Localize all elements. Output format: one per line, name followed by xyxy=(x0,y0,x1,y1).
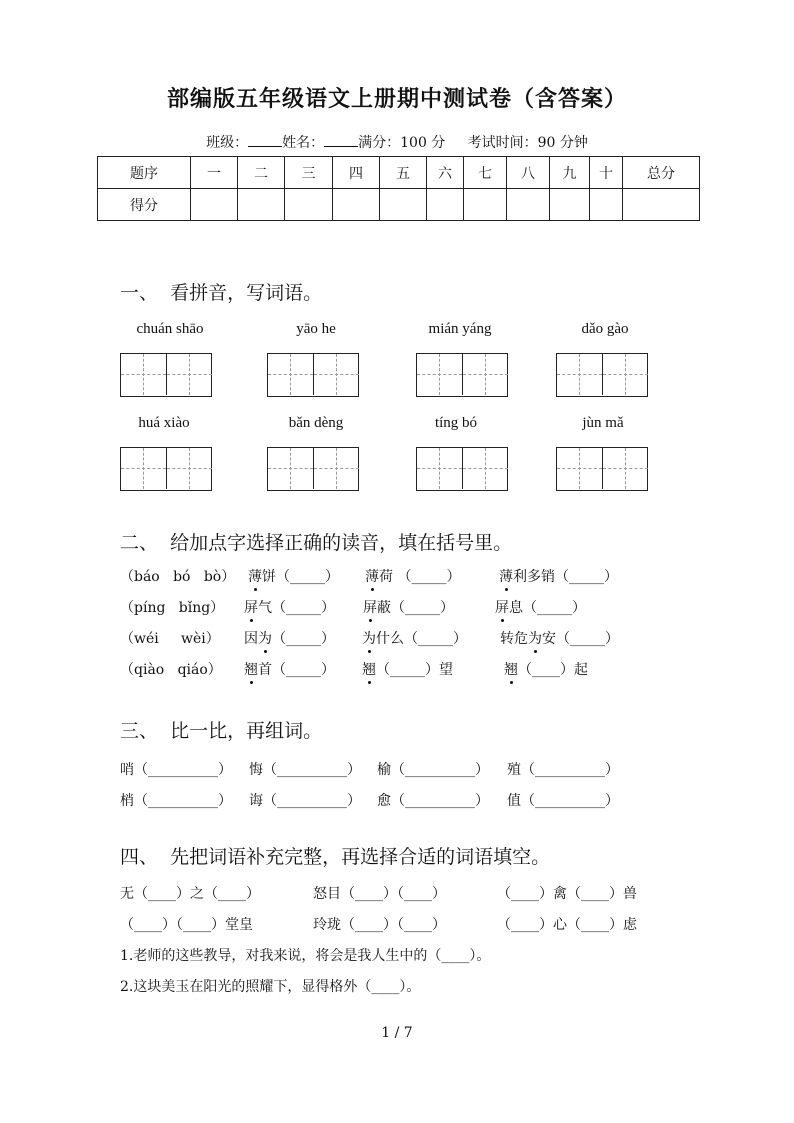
score-table xyxy=(97,156,700,221)
header-cell: 总分 xyxy=(623,157,700,189)
header-cell: 十 xyxy=(590,157,623,189)
reading-options: （qiào qiáo） xyxy=(120,662,222,678)
compare-item[interactable]: 哨（__________） xyxy=(120,762,232,778)
section-3-heading: 三、 比一比，再组词。 xyxy=(120,720,323,742)
pinyin-label: huá xiào xyxy=(138,415,190,431)
dotted-char: 为 xyxy=(258,628,272,648)
score-cell[interactable] xyxy=(623,189,700,221)
class-blank xyxy=(248,134,282,147)
score-table-header xyxy=(98,157,700,189)
name-label: 姓名： xyxy=(282,135,325,151)
score-cell[interactable] xyxy=(550,189,590,221)
idiom-item[interactable]: 玲珑（____）（____） xyxy=(313,917,446,933)
writing-box[interactable] xyxy=(267,447,359,491)
compare-item[interactable]: 愈（__________） xyxy=(377,793,489,809)
writing-box[interactable] xyxy=(120,447,212,491)
idiom-item[interactable]: 怒目（____）（____） xyxy=(313,886,446,902)
reading-item[interactable]: 因为（_____） xyxy=(244,628,335,648)
page-title: 部编版五年级语文上册期中测试卷（含答案） xyxy=(166,86,627,112)
exam-time: 考试时间：90 分钟 xyxy=(467,135,588,151)
section-1-heading: 一、 看拼音，写词语。 xyxy=(120,282,323,304)
dotted-char: 为 xyxy=(528,628,542,648)
dotted-char: 翘 xyxy=(244,659,258,679)
pinyin-label: mián yáng xyxy=(428,321,492,337)
reading-item[interactable]: 薄荷 （_____） xyxy=(365,566,460,586)
pinyin-label: tíng bó xyxy=(434,415,478,431)
pinyin-label: bǎn dèng xyxy=(288,415,344,431)
row-label: 得分 xyxy=(98,189,191,221)
pinyin-label: yāo he xyxy=(296,321,336,337)
exam-info xyxy=(0,132,794,152)
header-cell: 八 xyxy=(507,157,550,189)
header-cell: 题序 xyxy=(98,157,191,189)
reading-options: （píng bǐng） xyxy=(120,600,225,616)
score-cell[interactable] xyxy=(285,189,333,221)
header-cell: 七 xyxy=(464,157,507,189)
reading-item[interactable]: 屏蔽（_____） xyxy=(363,597,454,617)
reading-item[interactable]: 薄饼（_____） xyxy=(248,566,339,586)
header-cell: 二 xyxy=(238,157,285,189)
idiom-item[interactable]: （____）禽（____）兽 xyxy=(497,886,637,902)
compare-item[interactable]: 榆（__________） xyxy=(377,762,489,778)
idiom-item[interactable]: 无（____）之（____） xyxy=(120,886,260,902)
reading-item[interactable]: 翘首（_____） xyxy=(244,659,335,679)
name-blank xyxy=(324,134,358,147)
compare-item[interactable]: 值（__________） xyxy=(507,793,619,809)
full-score: 满分：100 分 xyxy=(358,135,446,151)
writing-box[interactable] xyxy=(120,353,212,397)
dotted-char: 屏 xyxy=(495,597,509,617)
pinyin-label: chuán shāo xyxy=(136,321,204,337)
reading-options: （báo bó bò） xyxy=(120,569,236,585)
dotted-char: 屏 xyxy=(244,597,258,617)
reading-item[interactable]: 转危为安（_____） xyxy=(500,628,619,648)
fill-question-1[interactable]: 1.老师的这些教导，对我来说，将会是我人生中的（____）。 xyxy=(120,948,491,964)
score-cell[interactable] xyxy=(590,189,623,221)
writing-box[interactable] xyxy=(556,447,648,491)
score-cell[interactable] xyxy=(464,189,507,221)
idiom-item[interactable]: （____）心（____）虑 xyxy=(497,917,637,933)
compare-item[interactable]: 诲（__________） xyxy=(249,793,361,809)
class-label: 班级： xyxy=(206,135,249,151)
writing-box[interactable] xyxy=(416,353,508,397)
header-cell: 六 xyxy=(427,157,464,189)
compare-item[interactable]: 殖（__________） xyxy=(507,762,619,778)
pinyin-label: dǎo gào xyxy=(581,321,629,337)
dotted-char: 屏 xyxy=(363,597,377,617)
reading-item[interactable]: 屏息（_____） xyxy=(495,597,586,617)
dotted-char: 薄 xyxy=(248,566,262,586)
writing-box[interactable] xyxy=(416,447,508,491)
score-cell[interactable] xyxy=(380,189,427,221)
score-cell[interactable] xyxy=(507,189,550,221)
compare-item[interactable]: 悔（__________） xyxy=(249,762,361,778)
reading-item[interactable]: 薄利多销（_____） xyxy=(499,566,618,586)
reading-item[interactable]: 翘（____）起 xyxy=(504,659,588,679)
score-cell[interactable] xyxy=(333,189,380,221)
header-cell: 五 xyxy=(380,157,427,189)
header-cell: 四 xyxy=(333,157,380,189)
score-cell[interactable] xyxy=(191,189,238,221)
idiom-item[interactable]: （____）（____）堂皇 xyxy=(120,917,253,933)
header-cell: 一 xyxy=(191,157,238,189)
reading-options: （wéi wèi） xyxy=(120,631,220,647)
dotted-char: 为 xyxy=(362,628,376,648)
reading-item[interactable]: 翘（_____）望 xyxy=(362,659,453,679)
writing-box[interactable] xyxy=(267,353,359,397)
writing-box[interactable] xyxy=(556,353,648,397)
pinyin-label: jùn mǎ xyxy=(582,415,624,431)
reading-item[interactable]: 为什么（_____） xyxy=(362,628,467,648)
compare-item[interactable]: 梢（__________） xyxy=(120,793,232,809)
score-cell[interactable] xyxy=(427,189,464,221)
reading-item[interactable]: 屏气（_____） xyxy=(244,597,335,617)
section-4-heading: 四、 先把词语补充完整，再选择合适的词语填空。 xyxy=(120,846,551,868)
dotted-char: 翘 xyxy=(362,659,376,679)
dotted-char: 薄 xyxy=(365,566,379,586)
fill-question-2[interactable]: 2.这块美玉在阳光的照耀下，显得格外（____）。 xyxy=(120,979,421,995)
dotted-char: 薄 xyxy=(499,566,513,586)
header-cell: 三 xyxy=(285,157,333,189)
header-cell: 九 xyxy=(550,157,590,189)
section-2-heading: 二、 给加点字选择正确的读音，填在括号里。 xyxy=(120,532,513,554)
score-cell[interactable] xyxy=(238,189,285,221)
dotted-char: 翘 xyxy=(504,659,518,679)
page-number: 1 / 7 xyxy=(381,1025,413,1041)
score-table-row xyxy=(98,189,700,221)
